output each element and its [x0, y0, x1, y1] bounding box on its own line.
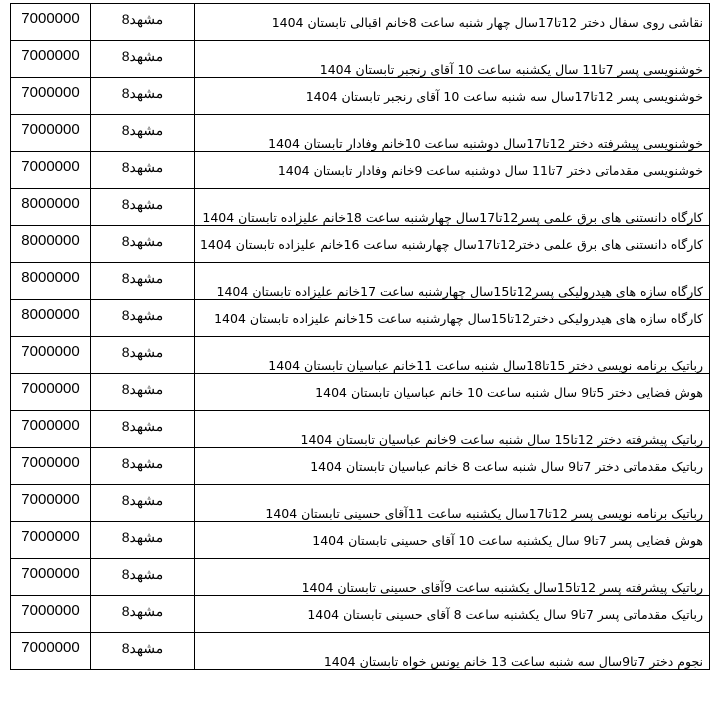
table-row [11, 633, 710, 670]
course-title: کارگاه سازه های هیدرولیکی پسر12تا15سال چهارشنبه ساعت 17خانم علیزاده تابستان 1404 [216, 284, 703, 299]
course-price: 7000000 [11, 374, 91, 411]
course-price: 8000000 [11, 226, 91, 263]
course-price: 8000000 [11, 263, 91, 300]
course-price: 7000000 [11, 559, 91, 596]
table-row [11, 374, 710, 411]
table-row [11, 596, 710, 633]
course-title: هوش فضایی دختر 5تا9 سال شنبه ساعت 10 خانم عباسیان تابستان 1404 [315, 384, 703, 400]
course-city: مشهد8 [91, 152, 195, 189]
course-price-table [10, 3, 710, 670]
course-city: مشهد8 [91, 337, 195, 374]
table-row [11, 4, 710, 41]
course-price: 7000000 [11, 78, 91, 115]
course-title-cell [195, 115, 710, 152]
course-price: 7000000 [11, 41, 91, 78]
course-price: 7000000 [11, 411, 91, 448]
course-title: خوشنویسی پسر 7تا11 سال یکشنبه ساعت 10 آقای رنجبر تابستان 1404 [319, 62, 703, 77]
course-city: مشهد8 [91, 41, 195, 78]
course-title: رباتیک پیشرفته پسر 12تا15سال یکشنبه ساعت 9آقای حسینی تابستان 1404 [301, 580, 703, 595]
course-title-cell [195, 485, 710, 522]
course-price: 8000000 [11, 300, 91, 337]
course-title: رباتیک مقدماتی پسر 7تا9 سال یکشنبه ساعت 8 آقای حسینی تابستان 1404 [307, 606, 703, 622]
course-title-cell [195, 448, 710, 485]
table-row [11, 226, 710, 263]
course-title: کارگاه دانستنی های برق علمی دختر12تا17سال چهارشنبه ساعت 16خانم علیزاده تابستان 1404 [199, 236, 703, 252]
course-city: مشهد8 [91, 559, 195, 596]
table-row [11, 448, 710, 485]
course-title: رباتیک پیشرفته دختر 12تا15 سال شنبه ساعت 9خانم عباسیان تابستان 1404 [300, 432, 703, 447]
table-row [11, 152, 710, 189]
course-city: مشهد8 [91, 300, 195, 337]
course-price: 7000000 [11, 115, 91, 152]
course-title: کارگاه سازه های هیدرولیکی دختر12تا15سال چهارشنبه ساعت 15خانم علیزاده تابستان 1404 [214, 310, 703, 326]
course-title-cell [195, 411, 710, 448]
course-price: 7000000 [11, 4, 91, 41]
course-title-cell [195, 263, 710, 300]
course-price: 7000000 [11, 337, 91, 374]
table-row [11, 115, 710, 152]
course-title: خوشنویسی پیشرفته دختر 12تا17سال دوشنبه ساعت 10خانم وفادار تابستان 1404 [268, 136, 703, 151]
course-title: رباتیک مقدماتی دختر 7تا9 سال شنبه ساعت 8 خانم عباسیان تابستان 1404 [310, 458, 703, 474]
course-title-cell [195, 78, 710, 115]
table-row [11, 411, 710, 448]
course-city: مشهد8 [91, 633, 195, 670]
course-city: مشهد8 [91, 78, 195, 115]
course-title-cell [195, 596, 710, 633]
course-city: مشهد8 [91, 448, 195, 485]
table-row [11, 78, 710, 115]
course-title: نجوم دختر 7تا9سال سه شنبه ساعت 13 خانم یونس خواه تابستان 1404 [323, 654, 703, 669]
table-row [11, 263, 710, 300]
table-row [11, 559, 710, 596]
course-city: مشهد8 [91, 263, 195, 300]
course-city: مشهد8 [91, 374, 195, 411]
course-title-cell [195, 226, 710, 263]
course-title-cell [195, 300, 710, 337]
course-title: نقاشی روی سفال دختر 12تا17سال چهار شنبه ساعت 8خانم اقبالی تابستان 1404 [271, 14, 703, 30]
course-price: 7000000 [11, 633, 91, 670]
table-row [11, 485, 710, 522]
course-title-cell [195, 152, 710, 189]
table-row [11, 300, 710, 337]
course-price: 7000000 [11, 152, 91, 189]
course-title-cell [195, 4, 710, 41]
table-row [11, 522, 710, 559]
course-city: مشهد8 [91, 189, 195, 226]
course-city: مشهد8 [91, 115, 195, 152]
course-city: مشهد8 [91, 485, 195, 522]
table-row [11, 189, 710, 226]
course-title: خوشنویسی مقدماتی دختر 7تا11 سال دوشنبه ساعت 9خانم وفادار تابستان 1404 [277, 162, 703, 178]
course-title: رباتیک برنامه نویسی دختر 15تا18سال شنبه ساعت 11خانم عباسیان تابستان 1404 [268, 358, 703, 373]
course-price: 8000000 [11, 189, 91, 226]
course-title: خوشنویسی پسر 12تا17سال سه شنبه ساعت 10 آقای رنجبر تابستان 1404 [305, 88, 703, 104]
course-title-cell [195, 633, 710, 670]
course-title-cell [195, 522, 710, 559]
course-city: مشهد8 [91, 596, 195, 633]
course-title-cell [195, 337, 710, 374]
course-price: 7000000 [11, 596, 91, 633]
course-title-cell [195, 41, 710, 78]
course-title-cell [195, 374, 710, 411]
course-price: 7000000 [11, 485, 91, 522]
course-title: رباتیک برنامه نویسی پسر 12تا17سال یکشنبه ساعت 11آقای حسینی تابستان 1404 [265, 506, 703, 521]
course-city: مشهد8 [91, 4, 195, 41]
course-city: مشهد8 [91, 522, 195, 559]
course-city: مشهد8 [91, 226, 195, 263]
course-title-cell [195, 189, 710, 226]
course-title: هوش فضایی پسر 7تا9 سال یکشنبه ساعت 10 آقای حسینی تابستان 1404 [312, 532, 703, 548]
course-title-cell [195, 559, 710, 596]
table-row [11, 41, 710, 78]
course-city: مشهد8 [91, 411, 195, 448]
course-title: کارگاه دانستنی های برق علمی پسر12تا17سال چهارشنبه ساعت 18خانم علیزاده تابستان 1404 [202, 210, 703, 225]
course-price: 7000000 [11, 448, 91, 485]
course-price: 7000000 [11, 522, 91, 559]
table-row [11, 337, 710, 374]
course-rows [11, 4, 710, 670]
